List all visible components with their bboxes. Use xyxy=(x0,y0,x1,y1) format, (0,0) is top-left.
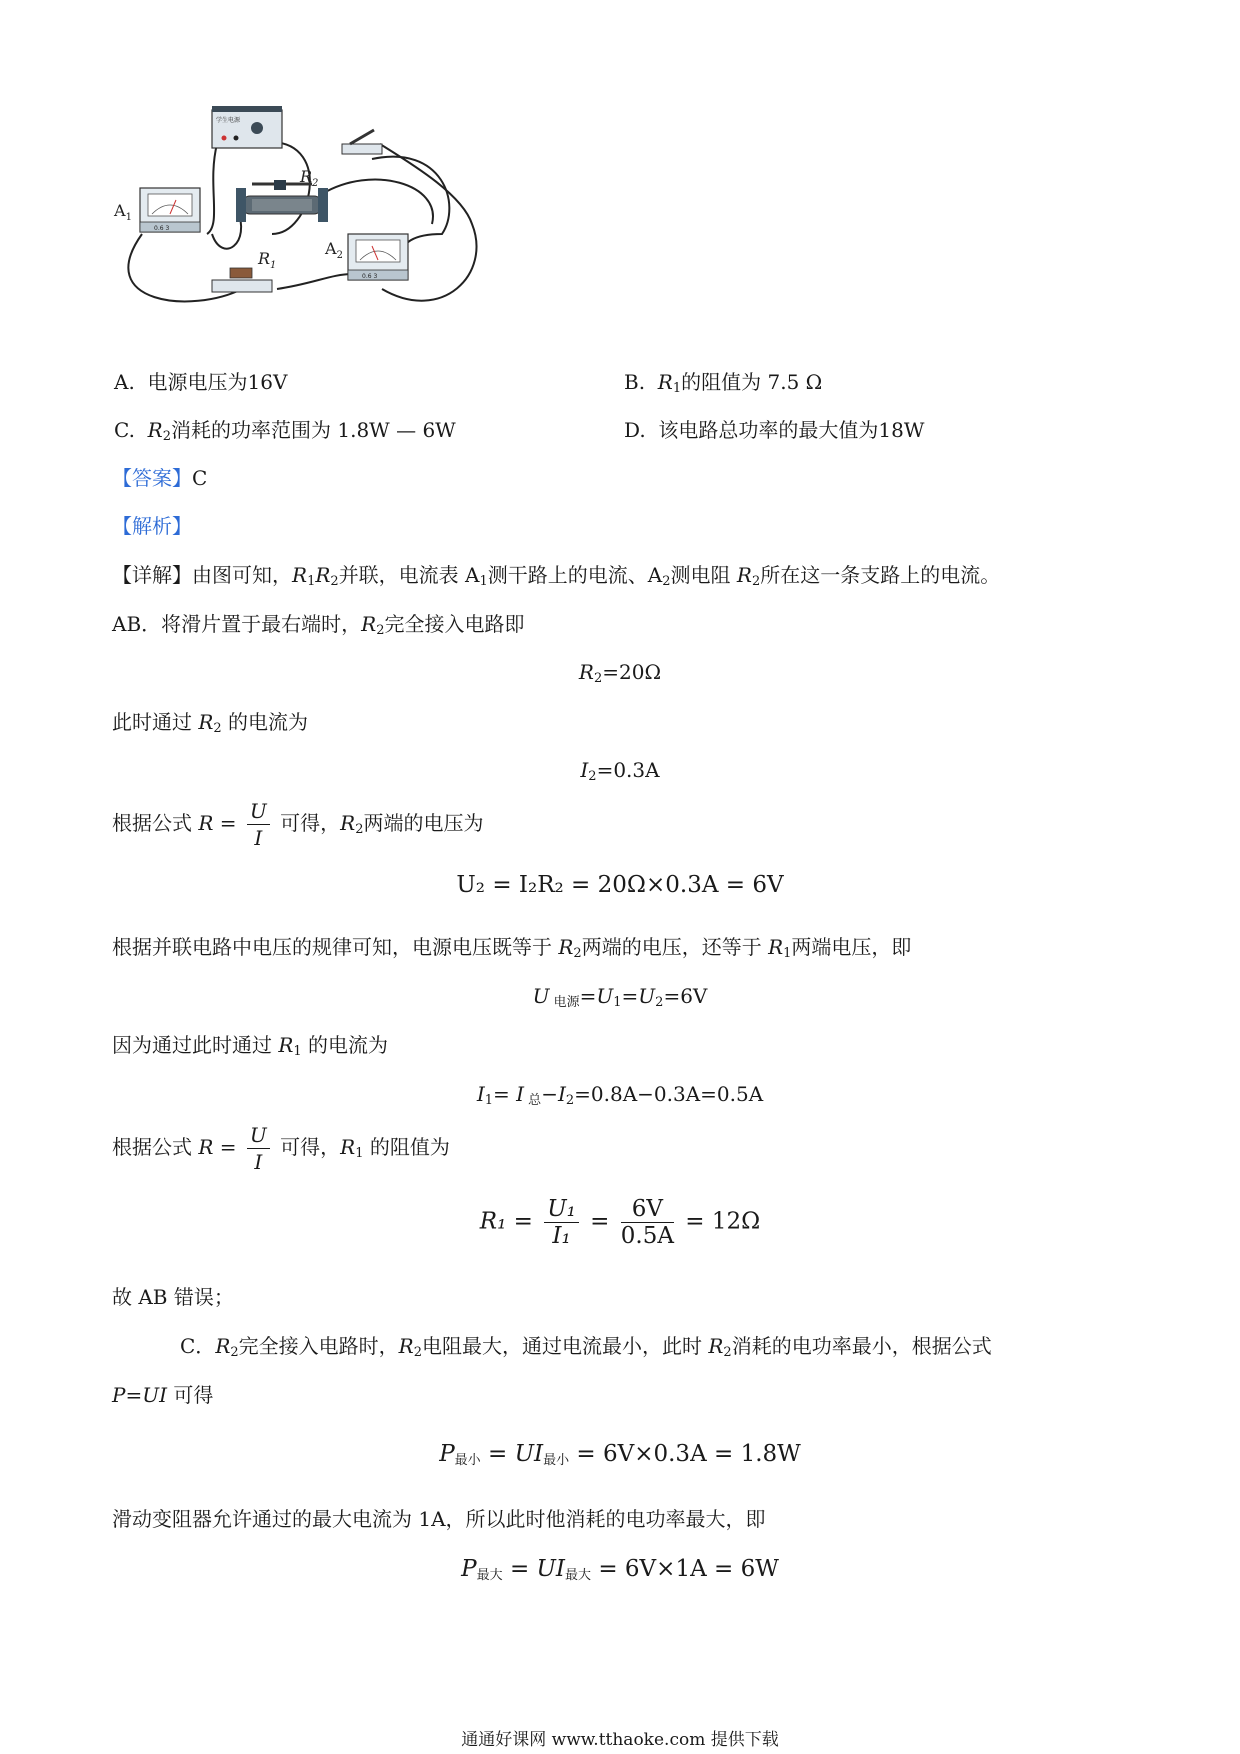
text: 消耗的电功率最小，根据公式 xyxy=(731,1334,992,1358)
var: R xyxy=(315,563,331,587)
numerator: U xyxy=(247,798,270,825)
wire xyxy=(207,144,217,234)
var: =U xyxy=(579,984,614,1008)
text: 两端的电压，还等于 xyxy=(581,935,769,959)
var: U xyxy=(532,984,550,1008)
option-letter: C. xyxy=(114,418,135,442)
detail-paragraph-4 xyxy=(112,798,483,851)
meter-scale: 0.6 3 xyxy=(362,273,378,280)
numerator: U₁ xyxy=(544,1196,579,1223)
text: 两端的电压为 xyxy=(363,811,484,835)
wire xyxy=(322,180,433,224)
text: 因为通过此时通过 xyxy=(112,1033,279,1057)
equation-i2 xyxy=(0,756,1240,791)
subscript: 2 xyxy=(655,995,664,1010)
var-r: R xyxy=(657,370,673,394)
text: 可得， xyxy=(273,811,341,835)
var: R₁ xyxy=(479,1208,507,1235)
text: 根据并联电路中电压的规律可知，电源电压既等于 xyxy=(112,935,559,959)
subscript: 最大 xyxy=(476,1568,503,1583)
equation-p-max xyxy=(0,1556,1240,1583)
denominator: I xyxy=(254,1150,263,1174)
equation-r2 xyxy=(0,658,1240,693)
option-letter: D. xyxy=(624,418,646,442)
subscript: 2 xyxy=(230,1345,239,1360)
answer-line xyxy=(112,464,207,492)
text: 两端电压，即 xyxy=(791,935,912,959)
subscript: 1 xyxy=(355,1146,364,1161)
subscript: 2 xyxy=(593,671,603,686)
var: R xyxy=(292,563,308,587)
fraction xyxy=(621,1196,674,1249)
var: = UI xyxy=(480,1441,544,1467)
option-letter: A. xyxy=(114,370,135,394)
numerator: U xyxy=(247,1122,270,1149)
subscript: 2 xyxy=(162,429,172,444)
var: R xyxy=(215,1334,231,1358)
var: R xyxy=(198,811,214,835)
text: C． xyxy=(180,1334,216,1358)
text: 的电流为 xyxy=(221,710,309,734)
circuit-diagram xyxy=(112,104,502,336)
resistor-r1 xyxy=(212,268,272,292)
var-r: R xyxy=(147,418,163,442)
var: P xyxy=(461,1556,477,1582)
subscript: 最小 xyxy=(454,1453,481,1468)
text: =6V xyxy=(663,984,708,1008)
text: AB．将滑片置于最右端时， xyxy=(112,612,362,636)
option-text: 消耗的功率范围为 1.8W — 6W xyxy=(171,418,456,442)
label-r1: $R_1$ xyxy=(258,249,277,271)
var: I xyxy=(516,1082,525,1106)
option-d xyxy=(624,416,924,444)
denominator: I₁ xyxy=(552,1223,571,1249)
switch xyxy=(342,130,382,154)
text: 根据公式 xyxy=(112,1135,199,1159)
detail-paragraph-9 xyxy=(180,1332,992,1367)
text: 并联，电流表 A xyxy=(338,563,480,587)
wire xyxy=(277,274,352,289)
var: R xyxy=(736,563,752,587)
option-a xyxy=(114,368,287,396)
subscript: 2 xyxy=(662,574,671,589)
subscript: 1 xyxy=(783,946,792,961)
subscript: 最大 xyxy=(565,1568,592,1583)
ammeter-a1 xyxy=(140,188,200,232)
option-text: 的阻值为 7.5 Ω xyxy=(681,370,823,394)
var: =U xyxy=(621,984,656,1008)
subscript: 总 xyxy=(524,1093,542,1108)
answer-value: C xyxy=(192,466,208,490)
detail-paragraph-2 xyxy=(112,610,524,645)
subscript: 1 xyxy=(672,381,682,396)
subscript: 1 xyxy=(613,995,622,1010)
subscript: 2 xyxy=(213,721,222,736)
denominator: I xyxy=(254,826,263,850)
detail-paragraph-11: 滑动变阻器允许通过的最大电流为 1A，所以此时他消耗的电功率最大，即 xyxy=(112,1507,766,1531)
var: −I xyxy=(541,1082,566,1106)
var: R xyxy=(361,612,377,636)
subscript: 1 xyxy=(307,574,316,589)
label-r2: $R_2$ xyxy=(300,167,319,189)
ammeter-a2 xyxy=(348,234,408,280)
fraction xyxy=(544,1196,579,1249)
text: 测干路上的电流、A xyxy=(487,563,663,587)
equation-u2: U₂ = I₂R₂ = 20Ω×0.3A = 6V xyxy=(456,872,784,898)
label-a2: $A_2$ xyxy=(325,239,343,261)
text: = xyxy=(213,811,243,835)
equation-u-supply xyxy=(0,982,1240,1017)
denominator: 0.5A xyxy=(620,1223,674,1249)
analysis-tag: 【解析】 xyxy=(112,514,192,538)
subscript: 2 xyxy=(723,1345,732,1360)
var: = UI xyxy=(502,1556,566,1582)
subscript: 1 xyxy=(479,574,488,589)
var: I xyxy=(476,1082,485,1106)
equation-i1 xyxy=(0,1080,1240,1115)
subscript: 1 xyxy=(293,1044,302,1059)
text: 可得， xyxy=(273,1135,341,1159)
subscript: 2 xyxy=(751,574,761,589)
subscript: 2 xyxy=(355,822,364,837)
detail-tag: 【详解】 xyxy=(112,563,192,587)
text: 测电阻 xyxy=(670,563,737,587)
var: I xyxy=(580,758,589,782)
detail-paragraph-1 xyxy=(112,561,1000,596)
subscript: 1 xyxy=(484,1093,494,1108)
text: =0.8A−0.3A=0.5A xyxy=(574,1082,764,1106)
detail-paragraph-7 xyxy=(112,1122,450,1175)
label-a1: $A_1$ xyxy=(114,201,132,223)
text: = xyxy=(213,1135,243,1159)
text: 的电流为 xyxy=(301,1033,389,1057)
page-footer: 通通好课网 www.tthaoke.com 提供下载 xyxy=(461,1730,779,1750)
subscript: 2 xyxy=(376,623,385,638)
text: 根据公式 xyxy=(112,811,199,835)
subscript: 2 xyxy=(330,574,339,589)
fraction xyxy=(247,1122,270,1175)
var: R xyxy=(558,935,574,959)
subscript: 2 xyxy=(573,946,582,961)
text: 完全接入电路即 xyxy=(384,612,525,636)
option-letter: B. xyxy=(624,370,646,394)
text: = 6V×1A = 6W xyxy=(591,1556,779,1582)
option-text: 电源电压为16V xyxy=(147,370,288,394)
subscript: 2 xyxy=(413,1345,422,1360)
var: R xyxy=(578,660,594,684)
detail-paragraph-6 xyxy=(112,1031,388,1066)
text: =0.3A xyxy=(596,758,660,782)
detail-paragraph-5 xyxy=(112,933,911,968)
var: R xyxy=(340,1135,356,1159)
subscript: 电源 xyxy=(549,995,580,1010)
text: = 6V×0.3A = 1.8W xyxy=(569,1441,801,1467)
detail-paragraph-8: 故 AB 错误； xyxy=(112,1285,234,1309)
meter-scale: 0.6 3 xyxy=(154,225,170,232)
var: R xyxy=(768,935,784,959)
detail-paragraph-3 xyxy=(112,708,308,743)
text: 此时通过 xyxy=(112,710,199,734)
fraction xyxy=(247,798,270,851)
text: = xyxy=(493,1082,517,1106)
var: R xyxy=(708,1334,724,1358)
text: 完全接入电路时， xyxy=(238,1334,399,1358)
var: R xyxy=(340,811,356,835)
var: P=UI xyxy=(112,1383,167,1407)
equation-r1: R₁ = $\frac{\text{U₁}}{\text{I₁}}$ = $\frac{6V}{0.5A}$ = 12Ω xyxy=(479,1196,761,1249)
text: 由图可知， xyxy=(192,563,292,587)
detail-paragraph-10 xyxy=(112,1381,213,1409)
option-b xyxy=(624,368,822,403)
power-supply xyxy=(212,106,282,148)
text: =20Ω xyxy=(602,660,662,684)
var: R xyxy=(278,1033,294,1057)
var: P xyxy=(439,1441,455,1467)
subscript: 2 xyxy=(588,769,597,784)
answer-tag: 【答案】 xyxy=(112,466,192,490)
text: 所在这一条支路上的电流。 xyxy=(760,563,1001,587)
supply-label: 学生电源 xyxy=(216,117,241,124)
option-c xyxy=(114,416,456,451)
subscript: 最小 xyxy=(543,1453,570,1468)
text: = 12Ω xyxy=(685,1208,761,1235)
var: R xyxy=(398,1334,414,1358)
option-text: 该电路总功率的最大值为18W xyxy=(658,418,925,442)
text: 电阻最大，通过电流最小，此时 xyxy=(422,1334,709,1358)
var: R xyxy=(198,710,214,734)
subscript: 2 xyxy=(565,1093,575,1108)
text: 可得 xyxy=(166,1383,214,1407)
numerator: 6V xyxy=(621,1196,674,1223)
var: R xyxy=(198,1135,214,1159)
text: 的阻值为 xyxy=(363,1135,450,1159)
equation-p-min xyxy=(0,1441,1240,1468)
